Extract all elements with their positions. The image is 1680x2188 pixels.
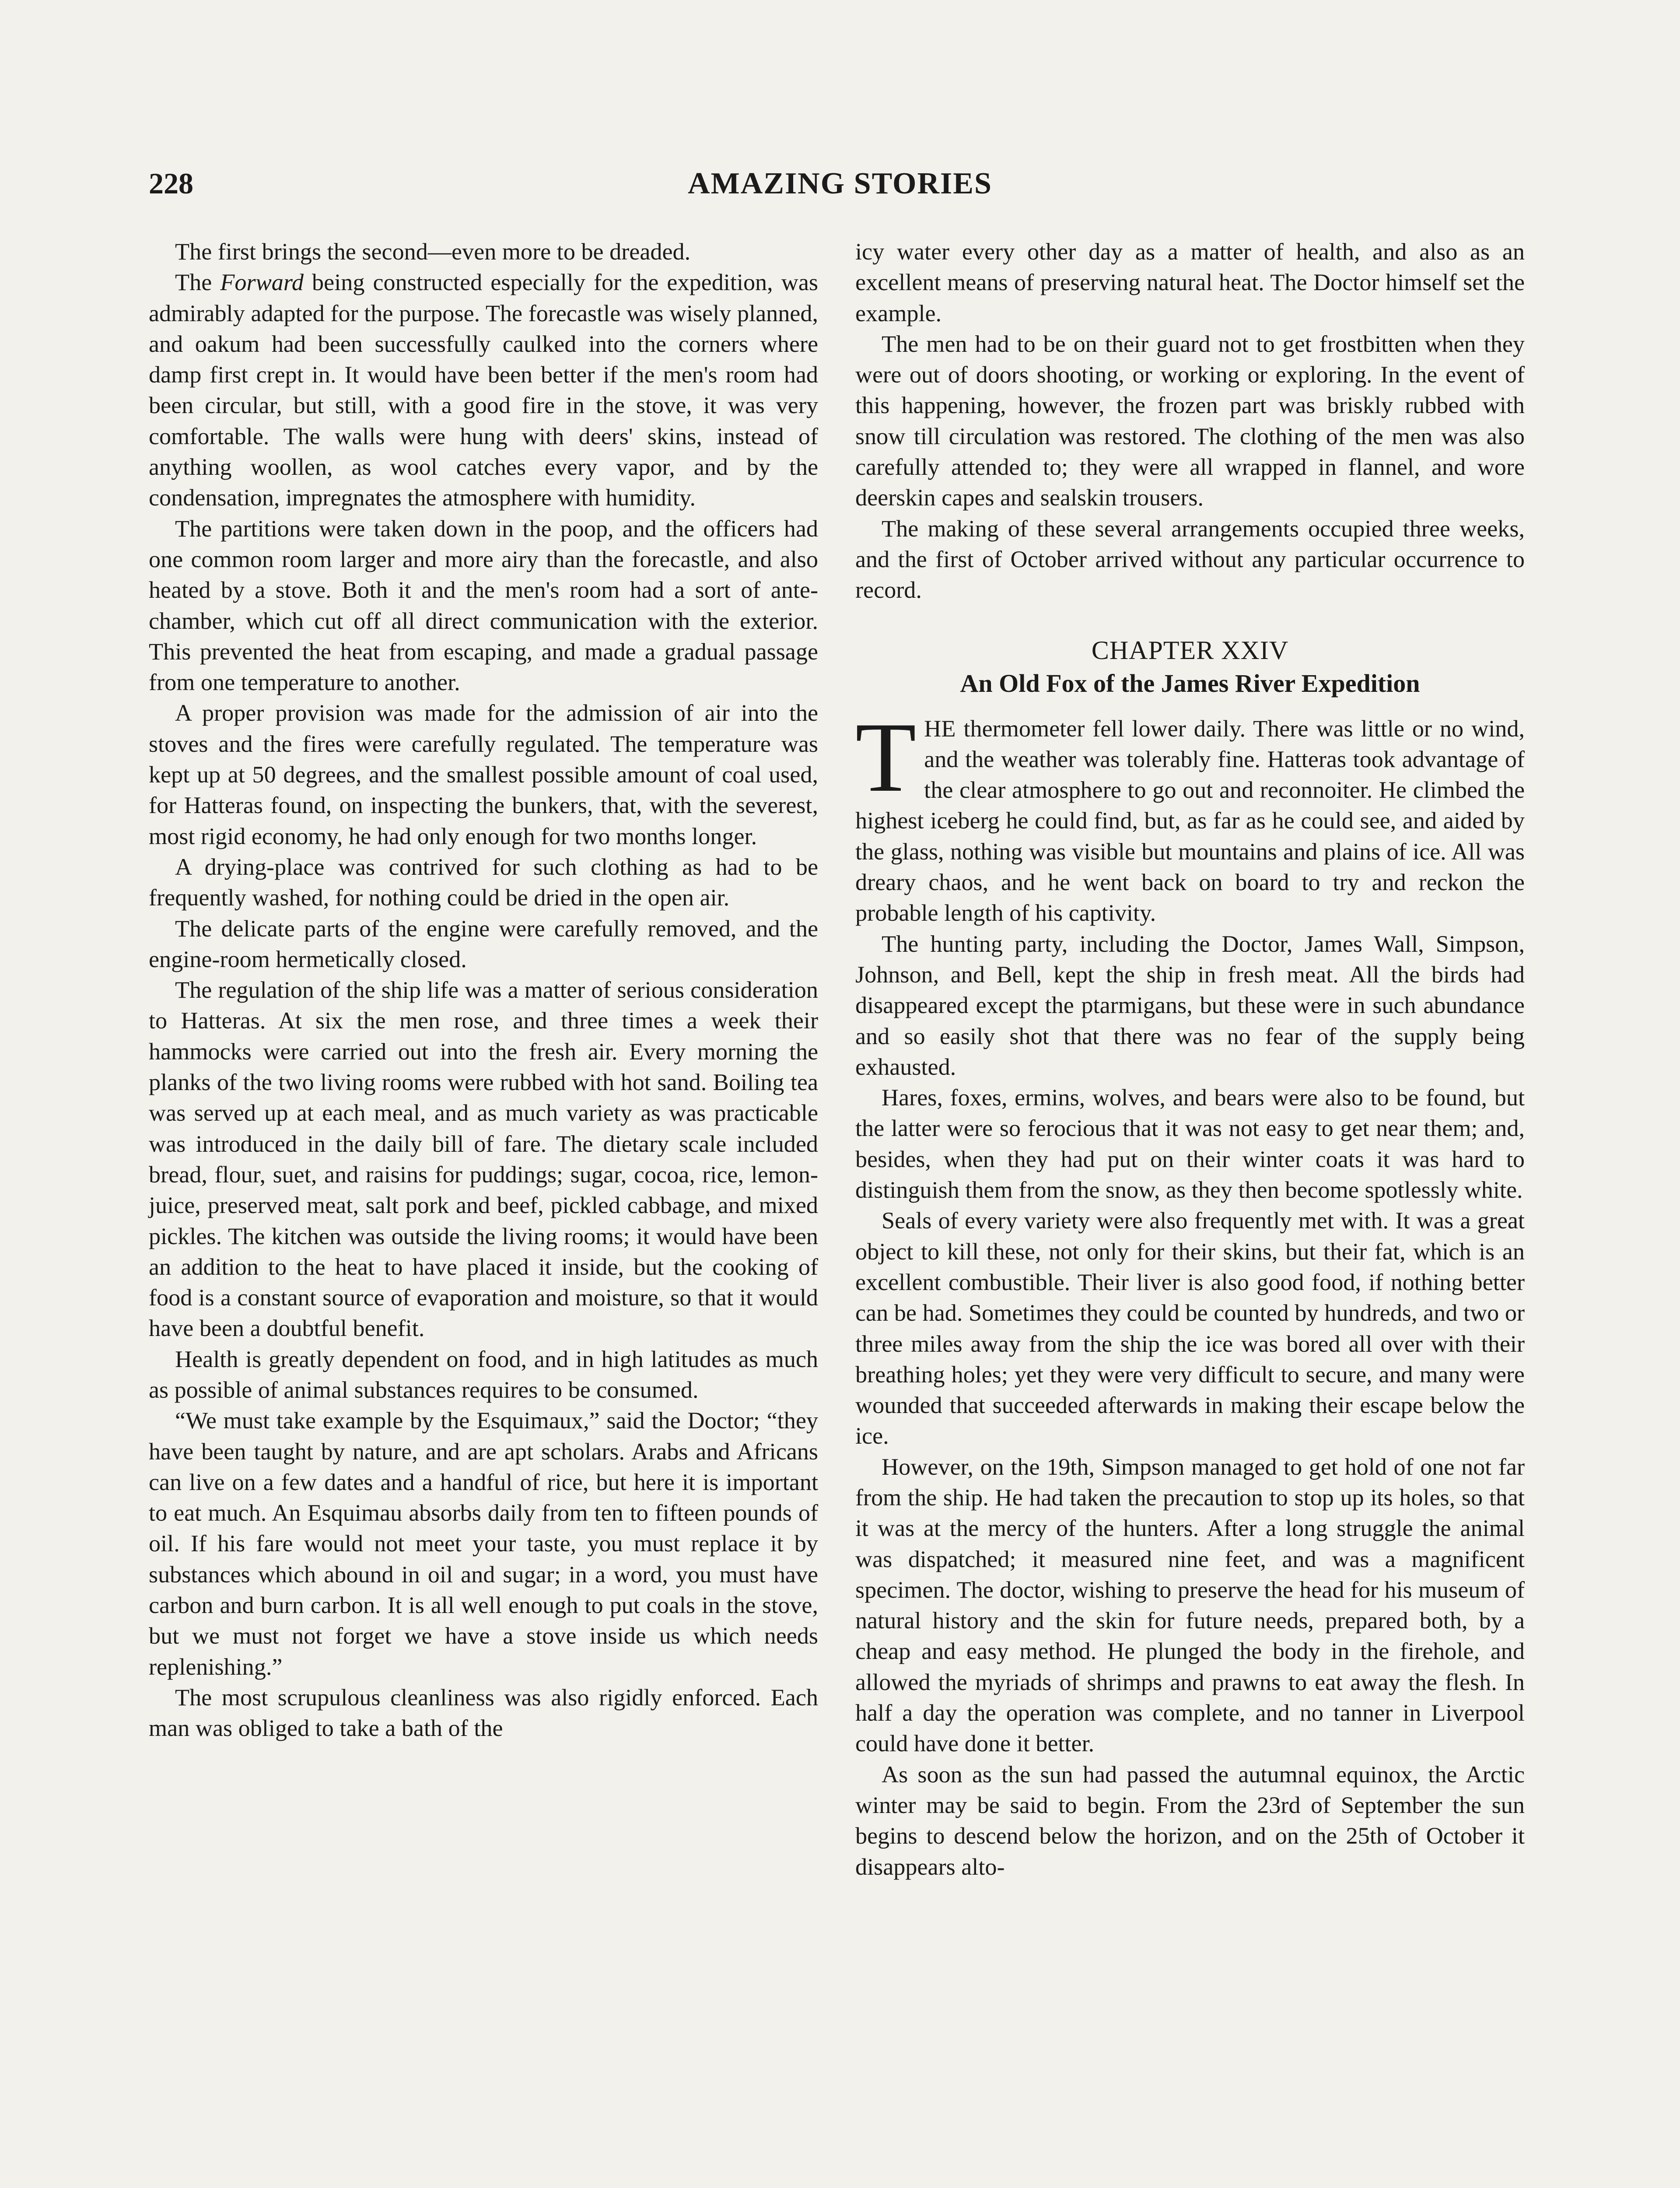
paragraph: The most scrupulous cleanliness was also rigidly enforced. Each man was obliged to take a bath of the <box>149 1684 818 1742</box>
chapter-heading: CHAPTER XXIV <box>1091 635 1289 665</box>
paragraph: The delicate parts of the engine were carefully removed, and the engine-room hermetically closed. <box>149 915 818 972</box>
paragraph: Seals of every variety were also frequently met with. It was a great object to kill these, not only for their skins, but their fat, which is an excellent combustible. Their liver is also good food, if nothing better can be had. Sometimes they could be counted by hundreds, and two or three miles away from the ship the ice was bored all over with their breathing holes; yet they were very difficult to secure, and many were wounded that succeeded afterwards in making their escape below the ice. <box>855 1207 1525 1449</box>
right-column <box>855 236 1525 1882</box>
paragraph: icy water every other day as a matter of health, and also as an excellent means of preserving natural heat. The Doctor himself set the example. <box>855 238 1525 326</box>
paragraph: The regulation of the ship life was a matter of serious consideration to Hatteras. At six the men rose, and three times a week their hammocks were carried out into the fresh air. Every morning the planks of the two living rooms were rubbed with hot sand. Boiling tea was served up at each meal, and as much variety as was practicable was introduced in the daily bill of fare. The dietary scale included bread, flour, suet, and raisins for puddings; sugar, cocoa, rice, lemon-juice, preserved meat, salt pork and beef, pickled cabbage, and mixed pickles. The kitchen was outside the living rooms; it would have been an addition to the heat to have placed it inside, but the cooking of food is a constant source of evaporation and moisture, so that it would have been a doubtful benefit. <box>149 977 818 1342</box>
paragraph: The men had to be on their guard not to get frostbitten when they were out of doors shooting, or working or exploring. In the event of this happening, however, the frozen part was briskly rubbed with snow till circulation was restored. The clothing of the men was also carefully attended to; they were all wrapped in flannel, and wore deerskin capes and sealskin trousers. <box>855 330 1525 511</box>
paragraph: A proper provision was made for the admission of air into the stoves and the fires were carefully regulated. The temperature was kept up at 50 degrees, and the smallest possible amount of coal used, for Hatteras found, on inspecting the bunkers, that, with the severest, most rigid economy, he had only enough for two months longer. <box>149 700 818 849</box>
page-number: 228 <box>149 167 193 200</box>
text-run: The <box>175 269 212 296</box>
paragraph: Health is greatly dependent on food, and in high latitudes as much as possible of animal substances requires to be consumed. <box>149 1346 818 1403</box>
paragraph: The partitions were taken down in the poop, and the officers had one common room larger and more airy than the forecastle, and also heated by a stove. Both it and the men's room had a sort of ante-chamber, which cut off all direct communication with the exterior. This prevented the heat from escaping, and made a gradual passage from one temperature to another. <box>149 515 818 696</box>
paragraph: As soon as the sun had passed the autumnal equinox, the Arctic winter may be said to begin. From the 23rd of September the sun begins to descend below the horizon, and on the 25th of October it disappears alto- <box>855 1761 1525 1880</box>
text-run: being constructed especially for the expedition, was admirably adapted for the purpose. The forecastle was wisely planned, and oakum had been successfully caulked into the corners where damp first crept in. It would have been better if the men's room had been circular, but still, with a good fire in the stove, it was very comfortable. The walls were hung with deers' skins, instead of anything woollen, as wool catches every vapor, and by the condensation, impregnates the atmosphere with humidity. <box>149 269 819 511</box>
left-column <box>149 236 818 1744</box>
paragraph: Hares, foxes, ermins, wolves, and bears were also to be found, but the latter were so ferocious that it was not easy to get near them; and, besides, when they had put on their winter coats it was hard to distinguish them from the snow, as they then become spotlessly white. <box>855 1084 1525 1203</box>
paragraph: The making of these several arrangements occupied three weeks, and the first of October arrived without any particular occurrence to record. <box>855 515 1525 603</box>
ship-name: Forward <box>220 269 304 296</box>
paragraph: A drying-place was contrived for such clothing as had to be frequently washed, for nothing could be dried in the open air. <box>149 853 818 911</box>
paragraph: The first brings the second—even more to be dreaded. <box>175 238 691 265</box>
text-run: HE thermometer fell lower daily. There was little or no wind, and the weather was tolerably fine. Hatteras took advantage of the clear atmosphere to go out and reconnoiter. He climbed the highest iceberg he could find, but, as far as he could see, and aided by the glass, nothing was visible but mountains and plains of ice. All was dreary chaos, and he went back on board to try and reckon the probable length of his captivity. <box>855 715 1525 926</box>
drop-cap: T <box>855 702 917 813</box>
chapter-opening-paragraph <box>855 702 1525 929</box>
chapter-title: An Old Fox of the James River Expedition <box>960 669 1420 698</box>
magazine-title: AMAZING STORIES <box>688 167 992 200</box>
paragraph: The hunting party, including the Doctor, James Wall, Simpson, Johnson, and Bell, kept the ship in fresh meat. All the birds had disappeared except the ptarmigans, but these were in such abundance and so easily shot that there was no fear of the supply being exhausted. <box>855 930 1525 1080</box>
paragraph: However, on the 19th, Simpson managed to get hold of one not far from the ship. He had taken the precaution to stop up its holes, so that it was at the mercy of the hunters. After a long struggle the animal was dispatched; it measured nine feet, and was a magnificent specimen. The doctor, wishing to preserve the head for his museum of natural history and the skin for future needs, prepared both, by a cheap and easy method. He plunged the body in the firehole, and allowed the myriads of shrimps and prawns to eat away the flesh. In half a day the operation was complete, and no tanner in Liverpool could have done it better. <box>855 1453 1525 1757</box>
paragraph <box>149 267 818 513</box>
paragraph: “We must take example by the Esquimaux,” said the Doctor; “they have been taught by nature, and are apt scholars. Arabs and Africans can live on a few dates and a handful of rice, but here it is important to eat much. An Esquimau absorbs daily from ten to fifteen pounds of oil. If his fare would not meet your taste, you must replace it by substances which abound in oil and sugar; in a word, you must have carbon and burn carbon. It is all well enough to put coals in the stove, but we must not forget we have a stove inside us which needs replenishing.” <box>149 1407 818 1680</box>
page-header <box>149 166 1531 214</box>
